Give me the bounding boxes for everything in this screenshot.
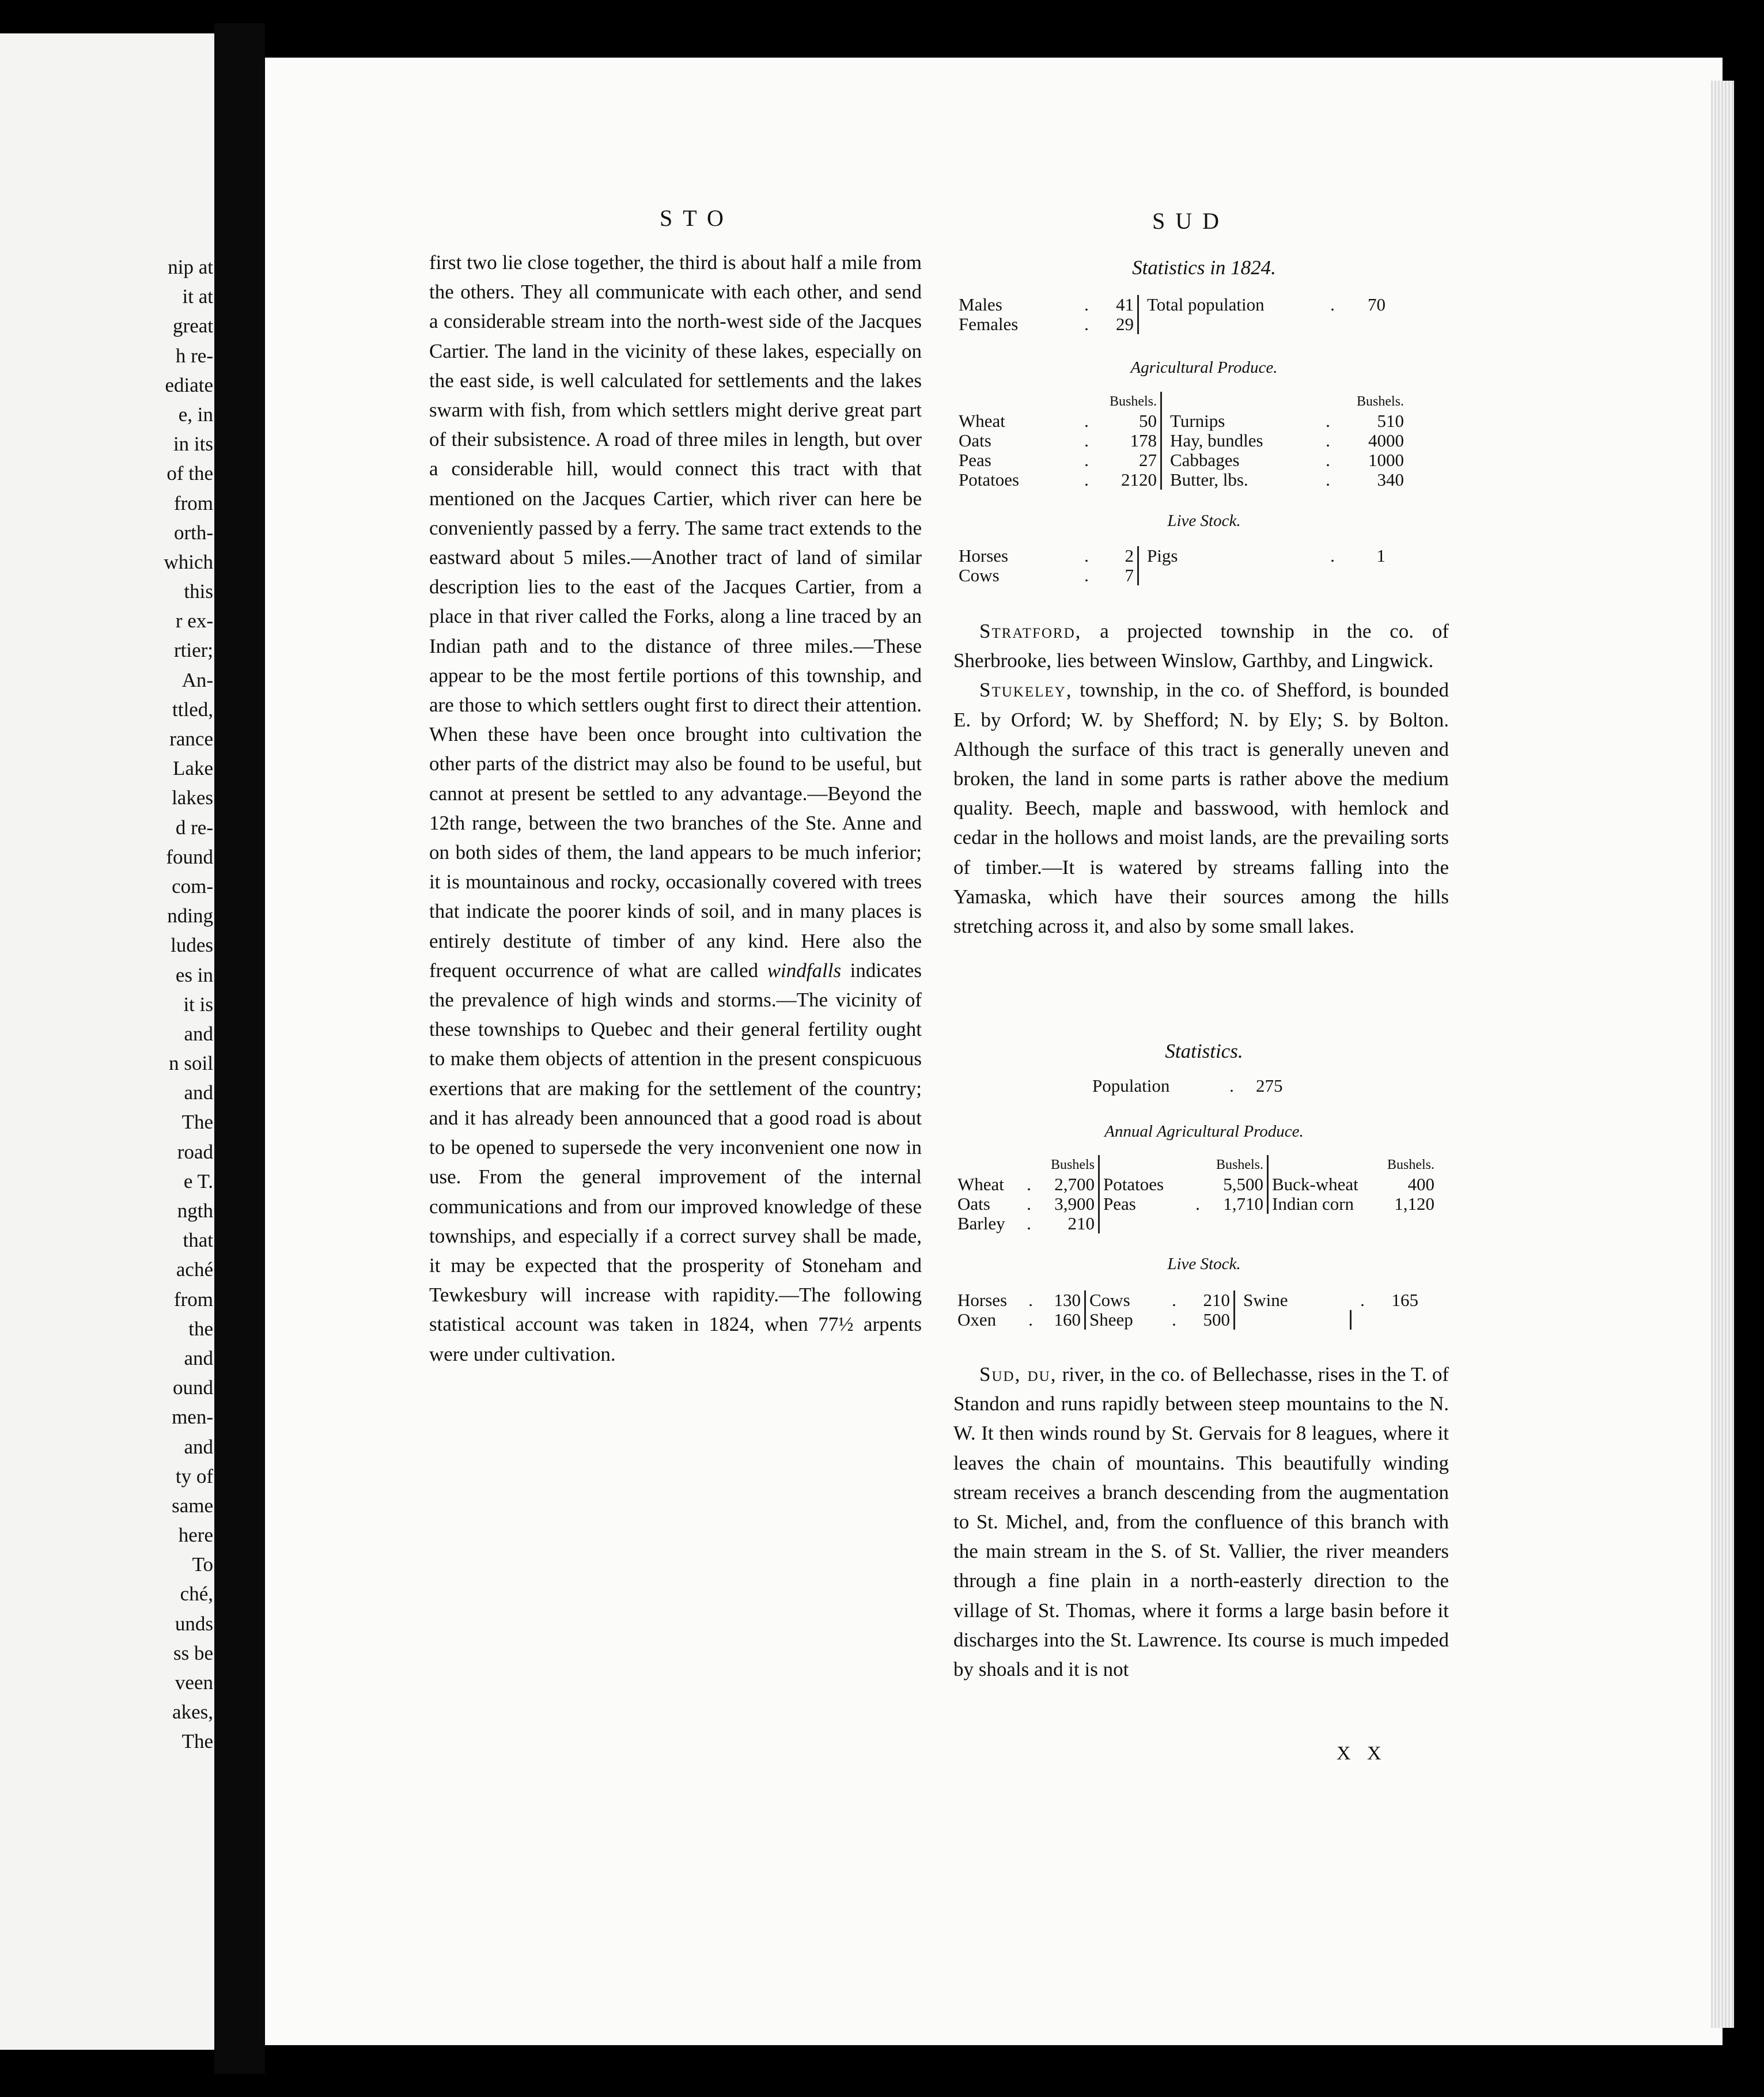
live-stock-title-2: Live Stock. [1167,1255,1241,1273]
barley-value: 210 [1039,1214,1099,1233]
entry-text: river, in the co. of Bellechasse, rises in the T. of Standon and runs rapidly between steep mountains to the N. W. It then winds round by St. Gervais for 8 leagues, where it leaves the chain of mountains. This beautifully winding stream receives a branch descending from the augmentation to St. Michel, and, from the confluence of this branch with the main stream in the S. of St. Vallier, the river meanders through a fine plain in a north-easterly direction to the village of St. Thomas, where it forms a large basin before it discharges into the St. Lawrence. Its course is much impeded by shoals and it is not [953,1363,1449,1681]
entry-text: township, in the co. of Shefford, is bounded E. by Orford; W. by Shefford; N. by Ely; S. by Bolton. Although the surface of this tract is generally uneven and broken, the land in some parts is rather above the medium quality. Beech, maple and basswood, with hemlock and cedar in the hollows and moist lands, are the prevailing sorts of timber.—It is watered by streams falling into the Yamaska, which have their sources among the hills stretching across it, and also by some small lakes. [953,679,1449,938]
fragment-line: ty of [175,1464,213,1487]
table-row: Potatoes . 2120 Butter, lbs. . 340 [955,470,1407,490]
previous-page-text-fragment [0,252,213,1757]
produce-value: 510 [1377,411,1404,431]
buckwheat-value: 400 [1407,1174,1434,1194]
fragment-line: unds [175,1612,213,1635]
fragment-line: d re- [175,816,213,839]
page-edges [1711,81,1734,2028]
fragment-line: ound [173,1376,213,1399]
females-value: 29 [1101,315,1138,334]
fragment-line: and [184,1435,213,1458]
females-label: Females [959,314,1019,334]
fragment-line: Lake [173,757,213,780]
males-label: Males [959,294,1002,315]
males-value: 41 [1101,295,1138,315]
table-row: Horses . 130 Cows . 210 Swine . 165 [954,1290,1422,1310]
oats-value: 3,900 [1039,1194,1099,1214]
buckwheat-label: Buck-wheat [1272,1174,1358,1194]
sheep-value: 500 [1186,1310,1235,1330]
fragment-line: h re- [175,344,213,367]
produce-name: Cabbages [1170,450,1240,470]
fragment-line: great [173,315,213,338]
produce-name: Butter, lbs. [1170,470,1248,490]
total-population-label: Total population [1147,294,1265,315]
annual-agricultural-produce-title: Annual Agricultural Produce. [1104,1122,1304,1141]
fragment-line: veen [175,1671,213,1694]
running-header-right: SUD [1152,208,1230,234]
unit-label: Bushels. [1208,1155,1268,1175]
population-1824-table [955,295,1389,334]
table-row: Oats . 178 Hay, bundles . 4000 [955,431,1407,451]
fragment-line: rance [169,728,213,750]
fragment-line: orth- [173,521,213,544]
peas-label: Peas [1103,1194,1136,1214]
fragment-line: nding [167,904,213,928]
cows-label: Cows [959,565,1000,585]
fragment-line: that [183,1229,213,1252]
unit-label: Bushels [1039,1155,1099,1175]
running-header-left: STO [660,205,734,231]
fragment-line: com- [172,875,213,898]
agricultural-produce-1824-table [955,392,1407,490]
table-row: Population . 275 [1089,1076,1286,1096]
table-row: Oats . 3,900 Peas . 1,710 Indian corn 1,120 [954,1194,1438,1214]
fragment-line: in its [173,433,213,456]
oxen-label: Oxen [957,1309,997,1330]
stukeley-paragraph [953,675,1449,941]
fragment-line: and [184,1346,213,1369]
table-row: Cows . 7 [955,566,1389,585]
fragment-line: ché, [180,1583,213,1606]
potatoes-value: 5,500 [1208,1175,1268,1194]
unit-label: Bushels. [1387,1157,1434,1172]
total-population-value: 70 [1368,294,1386,315]
fragment-line: road [177,1140,213,1163]
wheat-value: 2,700 [1039,1175,1099,1194]
fragment-line: of the [166,462,213,485]
unit-label: Bushels. [1101,392,1161,411]
fragment-line: ediate [165,373,213,396]
swine-label: Swine [1243,1290,1288,1310]
entry-text: a projected township in the co. of Sherbrooke, lies between Winslow, Garthby, and Lingwick. [953,620,1449,672]
produce-value: 178 [1101,431,1161,451]
live-stock-title: Live Stock. [1167,512,1241,530]
pigs-label: Pigs [1147,546,1178,566]
sud-entry [953,1360,1449,1684]
fragment-line: An- [181,668,213,691]
fragment-line: here [178,1524,213,1547]
produce-value: 4000 [1368,430,1404,451]
fragment-line: found [166,845,213,868]
live-stock-1824-table [955,546,1389,585]
pigs-value: 1 [1376,546,1386,566]
produce-name: Turnips [1170,411,1225,431]
stratford-stukeley-entries [953,616,1449,941]
oats-label: Oats [957,1194,990,1214]
fragment-line: this [184,580,213,603]
fragment-line: ttled, [172,698,213,721]
statistics-1824-title: Statistics in 1824. [1132,256,1276,279]
fragment-line: nip at [168,256,213,278]
previous-page [0,33,214,2050]
fragment-line: aché [176,1258,213,1281]
cows-label: Cows [1089,1290,1130,1310]
table-row: Wheat . 50 Turnips . 510 [955,411,1407,431]
signature-mark: X X [1337,1743,1387,1764]
paragraph-text: first two lie close together, the third is about half a mile from the others. They all communicate with each other, and send a considerable stream into the north-west side of the Jacques Cartier. The land in the vicinity of these lakes, especially on the east side, is well calculated for settlements and the lakes swarm with fish, from which settlers might derive great part of their subsistence. A road of three miles in length, but over a considerable hill, would connect this tract with that mentioned on the Jacques Cartier, which river can here be conveniently passed by a ferry. The same tract extends to the eastward about 5 miles.—Another tract of land of similar description lies to the east of the Jacques Cartier, from a place in that river called the Forks, along a line traced by an Indian path and to the distance of three miles.—These appear to be the most fertile portions of this township, and are those to which settlers ought first to direct their attention. When these have been once brought into cultivation the other parts of the district may also be found to be useful, but cannot at present be settled to any advantage.—Beyond the 12th range, between the two branches of the Ste. Anne and on both sides of them, the land appears to be much inferior; it is mountainous and rocky, occasionally covered with trees that indicate the poorer kinds of soil, and in many places is entirely destitute of timber of any kind. Here also the frequent occurrence of what are called [429,251,922,982]
fragment-line: To [192,1553,213,1576]
fragment-line: ngth [177,1199,213,1222]
fragment-line: which [164,550,213,573]
fragment-line: men- [172,1406,213,1429]
fragment-line: r ex- [175,610,213,633]
fragment-line: The [181,1730,213,1753]
table-row [954,1155,1438,1175]
fragment-line: The [181,1111,213,1134]
produce-value: 340 [1377,470,1404,490]
barley-label: Barley [957,1213,1005,1233]
population-label: Population [1092,1076,1170,1096]
stoneham-paragraph [429,248,922,1369]
sud-paragraph [953,1360,1449,1684]
swine-value: 165 [1391,1290,1418,1310]
fragment-line: and [184,1081,213,1104]
horses-value: 130 [1043,1290,1085,1310]
fragment-line: and [184,1022,213,1045]
fragment-line: es in [175,963,213,986]
book-gutter [214,23,265,2074]
stratford-paragraph [953,616,1449,675]
paragraph-text-continued: indicates the prevalence of high winds and storms.—The vicinity of these townships to Quebec and their general fertility ought to make them objects of attention in the present conspicuous exertions that are making for the settlement of the country; and it has already been announced that a good road is about to be opened to supersede the very inconvenient one now in use. From the general improvement of the internal communications and from our improved knowledge of these townships, and especially if a correct survey shall be made, it may be expected that the prosperity of Stoneham and Tewkesbury will increase with rapidity.—The following statistical account was taken in 1824, when 77½ arpents were under cultivation. [429,959,922,1365]
produce-value: 50 [1101,411,1161,431]
produce-name: Peas [959,450,991,470]
entry-name: Stratford, [979,620,1082,642]
fragment-line: n soil [169,1052,213,1075]
statistics-title: Statistics. [1165,1040,1243,1062]
sheep-label: Sheep [1089,1309,1133,1330]
annual-agricultural-produce-table [954,1155,1438,1233]
indian-corn-value: 1,120 [1394,1194,1434,1214]
fragment-line: rtier; [173,639,213,662]
fragment-line: it at [182,285,213,308]
cows-value: 210 [1186,1290,1235,1310]
fragment-line: ss be [173,1641,213,1664]
horses-label: Horses [957,1290,1008,1310]
table-row: Barley . 210 [954,1214,1438,1233]
peas-value: 1,710 [1208,1194,1268,1214]
table-row: Horses . 2 Pigs . 1 [955,546,1389,566]
unit-label: Bushels. [1356,394,1404,409]
table-row: Males . 41 Total population . 70 [955,295,1389,315]
fragment-line: lakes [172,786,213,809]
live-stock-table [954,1290,1422,1330]
fragment-line: e, in [178,403,213,426]
windfalls-term: windfalls [767,959,842,982]
table-row: Oxen . 160 Sheep . 500 [954,1310,1422,1330]
fragment-line: from [173,1288,213,1311]
produce-name: Wheat [959,411,1005,431]
produce-value: 1000 [1368,450,1404,470]
population-table [1089,1076,1286,1096]
fragment-line: e T. [183,1169,213,1193]
entry-name: Stukeley, [979,679,1073,702]
produce-value: 27 [1101,451,1161,470]
wheat-label: Wheat [957,1174,1004,1194]
table-row: Peas . 27 Cabbages . 1000 [955,451,1407,470]
fragment-line: same [172,1494,213,1517]
table-row [955,392,1407,411]
agricultural-produce-title: Agricultural Produce. [1130,358,1278,377]
cows-value: 7 [1101,566,1138,585]
table-row: Wheat . 2,700 Potatoes 5,500 Buck-wheat 400 [954,1175,1438,1194]
population-value: 275 [1256,1076,1283,1096]
horses-label: Horses [959,546,1009,566]
fragment-line: the [188,1317,213,1340]
fragment-line: it is [183,993,213,1016]
potatoes-label: Potatoes [1103,1174,1164,1194]
produce-name: Hay, bundles [1170,430,1263,451]
oxen-value: 160 [1043,1310,1085,1330]
horses-value: 2 [1101,546,1138,566]
produce-name: Oats [959,430,991,451]
entry-name: Sud, du, [979,1363,1057,1386]
fragment-line: akes, [172,1701,213,1724]
fragment-line: ludes [171,934,213,957]
left-column [429,248,922,1369]
produce-name: Potatoes [959,470,1020,490]
table-row: Females . 29 [955,315,1389,334]
fragment-line: from [173,491,213,514]
indian-corn-label: Indian corn [1272,1194,1354,1214]
produce-value: 2120 [1101,470,1161,490]
